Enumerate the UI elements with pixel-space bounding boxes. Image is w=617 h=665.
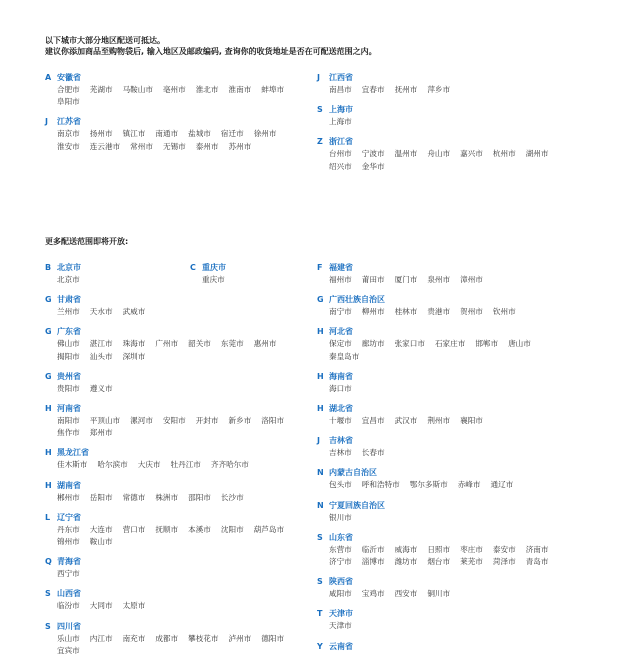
province-block [190,262,335,286]
province-name: 云南省 [329,641,353,651]
province-block [317,500,587,524]
city-name: 宝鸡市 [361,589,385,599]
city-name: 咸阳市 [329,589,352,599]
city-name: 成都市 [155,633,179,643]
city-name: 西宁市 [57,569,80,579]
city-name: 阜阳市 [57,97,80,107]
city-name: 盐城市 [188,129,211,139]
city-name: 珠海市 [122,339,146,349]
province-block [45,621,315,657]
city-name: 广州市 [155,339,179,349]
province-title [45,447,315,459]
index-letter: T [317,609,323,619]
city-name: 无锡市 [162,141,186,151]
city-name: 杭州市 [492,149,516,159]
city-name: 通辽市 [490,480,514,490]
province-title [317,136,587,148]
intro-line-2: 建议你添加商品至购物袋后, 输入地区及邮政编码, 查询你的收货地址是否在可配送范围之内。 [45,46,377,56]
index-letter: N [317,468,324,478]
city-name: 大连市 [89,524,113,534]
province-name: 黑龙江省 [57,448,89,458]
city-name: 宜宾市 [57,645,80,655]
city-name: 淮南市 [228,85,252,94]
province-name: 河北省 [329,327,353,337]
province-title [317,576,587,588]
city-name: 抚州市 [394,85,418,94]
province-name: 内蒙古自治区 [329,468,377,478]
province-block [45,116,315,152]
city-name: 洛阳市 [261,416,285,426]
city-name: 邵阳市 [188,492,211,502]
city-name: 潍坊市 [394,557,418,567]
city-name: 泰州市 [195,141,219,151]
index-letter: S [45,621,51,631]
city-name: 武汉市 [394,416,418,426]
province-name: 四川省 [57,621,81,631]
city-name: 邯郸市 [475,339,499,349]
province-name: 江苏省 [57,117,81,127]
city-name: 唐山市 [508,339,531,349]
city-list [329,620,574,632]
province-name: 山西省 [57,589,81,599]
province-title [317,104,587,116]
province-title [45,403,315,415]
province-title [45,621,315,633]
city-name: 石家庄市 [434,339,466,349]
province-name: 吉林省 [329,436,353,446]
province-block [317,532,587,568]
province-title [317,294,587,306]
province-title [45,72,315,84]
province-title [45,294,315,306]
province-block [45,512,315,548]
province-title [317,72,587,84]
city-name: 长沙市 [220,492,244,502]
city-name: 丹东市 [57,524,80,534]
city-name: 汕头市 [89,351,113,361]
province-title [317,403,587,415]
index-letter: S [317,105,323,115]
city-name: 漯河市 [130,416,153,426]
city-list [57,128,302,152]
city-list [57,459,302,471]
city-list [329,512,574,524]
city-list [57,338,302,362]
province-title [45,116,315,128]
province-name: 广西壮族自治区 [329,295,385,305]
city-name: 宜春市 [361,85,385,94]
province-title [317,608,587,620]
city-name: 厦门市 [394,275,418,284]
province-block [45,262,190,286]
city-name: 沈阳市 [220,524,244,534]
city-name: 日照市 [427,544,451,554]
province-name: 江西省 [329,73,353,82]
index-letter: S [317,577,323,587]
province-pair-half [45,262,190,286]
city-name: 贵港市 [427,307,451,317]
city-name: 宜昌市 [361,416,385,426]
province-block [317,576,587,600]
index-letter: H [317,404,324,414]
city-name: 包头市 [329,480,352,490]
province-title [190,262,335,274]
city-list [57,383,302,395]
province-name: 重庆市 [202,263,226,272]
province-title [45,556,315,568]
city-name: 佳木斯市 [57,460,88,470]
city-name: 襄阳市 [460,416,483,426]
province-pair-half [190,262,335,286]
city-list [329,306,574,318]
city-name: 岳阳市 [89,492,113,502]
province-title [45,371,315,383]
city-name: 攀枝花市 [188,633,219,643]
index-letter: Y [317,641,323,651]
province-title [317,262,587,274]
city-name: 长春市 [361,448,385,458]
city-name: 萍乡市 [427,85,451,94]
city-list [329,84,574,96]
province-block [317,608,587,632]
city-name: 金华市 [361,161,385,171]
city-name: 淄博市 [361,557,385,567]
province-name: 广东省 [57,327,81,337]
index-letter: H [45,404,52,414]
city-name: 遵义市 [89,383,113,393]
province-title [317,641,587,653]
city-name: 郑州市 [89,428,113,438]
city-name: 淮安市 [57,141,80,151]
city-name: 台州市 [329,149,352,159]
city-name: 淮北市 [195,85,219,94]
city-name: 鄂尔多斯市 [409,480,448,490]
province-name: 山东省 [329,532,353,542]
province-name: 天津市 [329,609,353,619]
city-name: 徐州市 [253,129,277,139]
index-letter: Z [317,137,323,147]
province-title [317,532,587,544]
city-name: 莆田市 [361,275,385,284]
city-name: 蚌埠市 [261,85,285,94]
index-letter: H [317,327,324,337]
city-name: 锦州市 [57,537,80,547]
city-name: 营口市 [122,524,146,534]
index-letter: J [317,436,320,446]
province-name: 上海市 [329,105,353,115]
province-title [317,500,587,512]
province-block [317,72,587,96]
city-list [57,600,302,612]
province-block [317,262,587,286]
city-name: 南充市 [122,633,146,643]
city-name: 保定市 [329,339,352,349]
province-block [317,641,587,653]
city-name: 西安市 [394,589,418,599]
province-name: 宁夏回族自治区 [329,500,385,510]
city-name: 十堰市 [329,416,352,426]
city-list [329,274,574,286]
city-name: 开封市 [195,416,219,426]
city-name: 贺州市 [460,307,483,317]
province-block [45,480,315,504]
city-name: 泉州市 [427,275,451,284]
province-block [45,588,315,612]
city-name: 韶关市 [188,339,211,349]
city-name: 哈尔滨市 [97,460,128,470]
province-block [45,403,315,439]
city-name: 重庆市 [202,275,225,284]
province-block [45,72,315,108]
province-name: 青海省 [57,557,81,567]
province-block [317,403,587,427]
index-letter: G [317,295,324,305]
city-list [329,479,574,491]
index-letter: G [45,371,52,381]
city-name: 临沂市 [361,544,385,554]
city-name: 赤峰市 [457,480,481,490]
city-list [329,447,574,459]
city-name: 南宁市 [329,307,352,317]
province-title [45,480,315,492]
city-list [57,524,302,548]
city-name: 济南市 [525,544,549,554]
province-block [317,136,587,172]
index-letter: S [317,532,323,542]
province-name: 安徽省 [57,73,81,82]
city-name: 安阳市 [162,416,186,426]
city-name: 芜湖市 [89,85,113,94]
province-name: 浙江省 [329,137,353,147]
city-name: 乐山市 [57,633,80,643]
city-name: 大庆市 [137,460,161,470]
city-name: 舟山市 [427,149,451,159]
city-name: 郴州市 [57,492,80,502]
index-letter: C [190,263,196,272]
province-title [317,371,587,383]
city-name: 济宁市 [329,557,352,567]
city-name: 宁波市 [361,149,385,159]
city-name: 临汾市 [57,601,80,611]
province-title [45,262,190,274]
city-list [329,544,574,568]
province-block [317,104,587,128]
city-name: 柳州市 [361,307,385,317]
city-list [329,588,574,600]
province-block [45,371,315,395]
index-letter: N [317,500,324,510]
city-list [57,492,302,504]
city-name: 威海市 [394,544,418,554]
province-name: 湖北省 [329,404,353,414]
city-name: 惠州市 [253,339,277,349]
index-letter: F [317,263,323,272]
city-name: 上海市 [329,117,352,127]
province-title [45,326,315,338]
index-letter: L [45,512,51,522]
province-block [45,326,315,362]
province-name: 海南省 [329,371,353,381]
province-name: 北京市 [57,263,81,272]
index-letter: A [45,73,52,82]
city-list [57,568,302,580]
city-name: 焦作市 [57,428,80,438]
province-title [45,588,315,600]
section1-right-column [317,72,587,181]
city-name: 德阳市 [261,633,285,643]
province-pair [45,262,315,286]
province-name: 甘肃省 [57,295,81,305]
city-name: 银川市 [329,512,352,522]
city-name: 扬州市 [89,129,113,139]
city-name: 常德市 [122,492,146,502]
city-name: 青岛市 [525,557,549,567]
section1-left-column [45,72,315,161]
city-name: 莱芜市 [460,557,483,567]
city-name: 东莞市 [220,339,244,349]
city-list [329,116,574,128]
city-list [329,415,574,427]
index-letter: H [317,371,324,381]
city-name: 绍兴市 [329,161,352,171]
province-title [317,326,587,338]
city-name: 鞍山市 [89,537,113,547]
city-name: 钦州市 [492,307,516,317]
index-letter: H [45,448,52,458]
city-name: 秦皇岛市 [329,351,360,361]
section2-left-column [45,262,315,665]
city-name: 烟台市 [427,557,451,567]
city-name: 马鞍山市 [122,85,153,94]
city-name: 苏州市 [228,141,252,151]
index-letter: J [45,117,48,127]
city-name: 天津市 [329,621,352,631]
city-name: 宿迁市 [220,129,244,139]
index-letter: G [45,295,52,305]
city-name: 镇江市 [122,129,146,139]
city-name: 内江市 [89,633,113,643]
city-name: 吉林市 [329,448,352,458]
city-list [57,415,302,439]
city-name: 天水市 [89,307,113,317]
index-letter: J [317,73,320,82]
province-block [45,447,315,471]
province-name: 贵州省 [57,371,81,381]
city-name: 牡丹江市 [170,460,201,470]
city-name: 贵阳市 [57,383,80,393]
index-letter: Q [45,557,52,567]
province-block [317,435,587,459]
city-name: 菏泽市 [492,557,516,567]
city-name: 连云港市 [89,141,121,151]
city-name: 佛山市 [57,339,80,349]
city-name: 南昌市 [329,85,352,94]
city-name: 揭阳市 [57,351,80,361]
province-name: 河南省 [57,404,81,414]
province-block [45,556,315,580]
city-name: 平顶山市 [89,416,121,426]
index-letter: S [45,589,51,599]
city-name: 呼和浩特市 [361,480,400,490]
city-name: 武威市 [122,307,146,317]
city-name: 南阳市 [57,416,80,426]
city-name: 兰州市 [57,307,80,317]
city-name: 泸州市 [228,633,252,643]
city-name: 湖州市 [525,149,549,159]
province-block [317,294,587,318]
city-list [329,148,574,172]
province-name: 辽宁省 [57,512,81,522]
city-name: 漳州市 [460,275,483,284]
index-letter: G [45,327,52,337]
index-letter: H [45,480,52,490]
province-title [317,435,587,447]
city-name: 葫芦岛市 [253,524,285,534]
city-list [329,338,574,362]
intro-line-1: 以下城市大部分地区配送可抵达。 [45,36,165,45]
province-title [45,512,315,524]
city-list [57,633,302,657]
city-name: 嘉兴市 [460,149,483,159]
city-name: 抚顺市 [155,524,179,534]
city-name: 荆州市 [427,416,451,426]
province-name: 陕西省 [329,577,353,587]
city-name: 齐齐哈尔市 [210,460,249,470]
city-name: 南通市 [155,129,179,139]
more-coverage-heading: 更多配送范围即将开放: [45,237,129,246]
section2-right-column [317,262,587,661]
city-name: 温州市 [394,149,418,159]
city-name: 常州市 [130,141,153,151]
province-name: 湖南省 [57,480,81,490]
city-name: 大同市 [89,601,113,611]
city-name: 湛江市 [89,339,113,349]
city-name: 株洲市 [155,492,179,502]
city-name: 海口市 [329,383,352,393]
city-name: 福州市 [329,275,352,284]
city-name: 铜川市 [427,589,451,599]
city-name: 合肥市 [57,85,80,94]
province-block [317,467,587,491]
city-name: 深圳市 [122,351,146,361]
index-letter: B [45,263,52,272]
city-name: 本溪市 [188,524,211,534]
city-name: 东营市 [329,544,352,554]
province-block [317,371,587,395]
intro-text [45,36,377,57]
city-list [329,383,574,395]
city-name: 桂林市 [394,307,418,317]
city-name: 北京市 [57,275,80,284]
city-name: 张家口市 [394,339,425,349]
city-list [57,306,302,318]
city-name: 太原市 [122,601,146,611]
city-name: 亳州市 [162,85,186,94]
city-name: 新乡市 [228,416,252,426]
province-block [45,294,315,318]
city-name: 南京市 [57,129,80,139]
city-name: 枣庄市 [460,544,483,554]
province-title [317,467,587,479]
city-name: 泰安市 [492,544,516,554]
province-block [317,326,587,362]
city-name: 廊坊市 [361,339,385,349]
province-name: 福建省 [329,263,353,272]
city-list [57,84,302,108]
